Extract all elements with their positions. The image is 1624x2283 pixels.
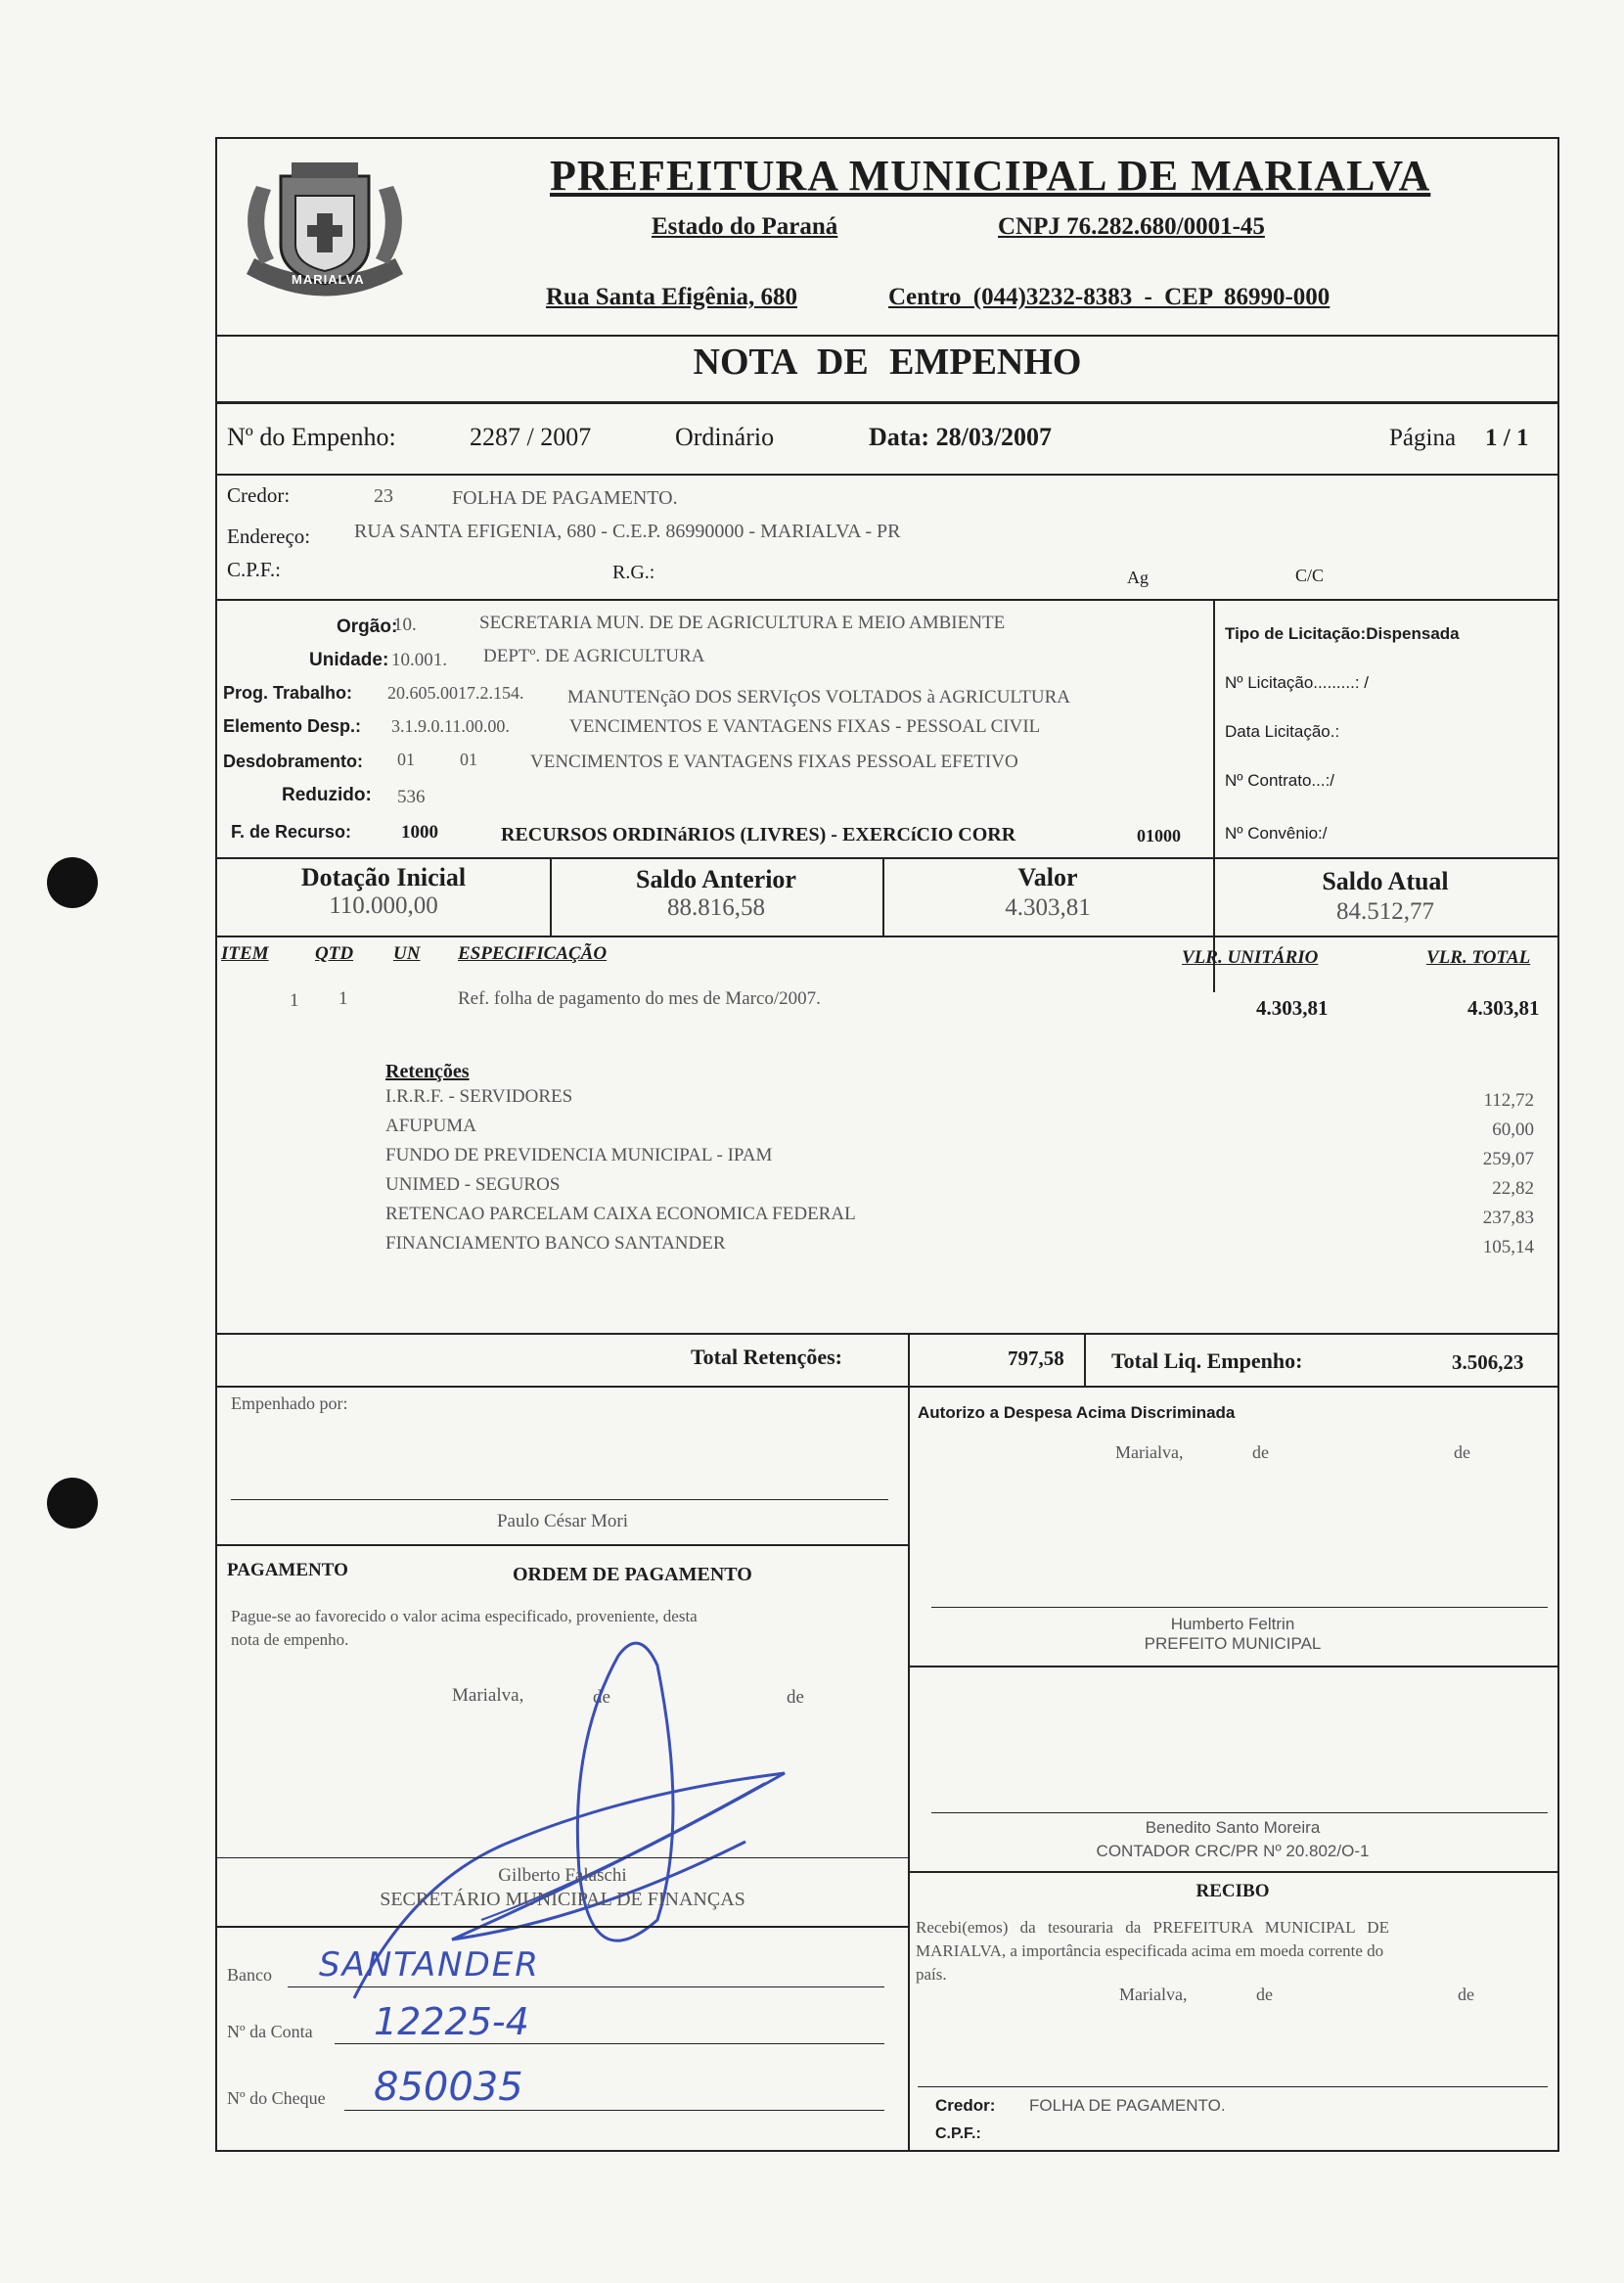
retencoes-title: Retenções: [385, 1061, 470, 1082]
prog-label: Prog. Trabalho:: [223, 683, 353, 703]
recibo-credor-value: FOLHA DE PAGAMENTO.: [1029, 2096, 1226, 2115]
empenhado-name: Paulo César Mori: [496, 1511, 629, 1531]
pagamento-text-2: nota de empenho.: [231, 1630, 349, 1649]
retencao-name: RETENCAO PARCELAM CAIXA ECONOMICA FEDERAL: [385, 1204, 856, 1224]
autorizo-city: Marialva,: [1115, 1442, 1184, 1462]
valor-value: 4.303,81: [1005, 894, 1091, 921]
dotacao-label: Dotação Inicial: [300, 863, 467, 891]
saldo-atual-value: 84.512,77: [1336, 898, 1434, 925]
unidade-code: 10.001.: [391, 650, 447, 670]
credor-name: FOLHA DE PAGAMENTO.: [452, 487, 678, 509]
licitacao-numero: Nº Licitação.........: /: [1225, 673, 1369, 692]
page-label: Página: [1389, 425, 1457, 451]
retencao-value: 112,72: [1483, 1090, 1534, 1111]
elemento-code: 3.1.9.0.11.00.00.: [391, 716, 510, 736]
prog-name: MANUTENçãO DOS SERVIçOS VOLTADOS à AGRICULTURA: [567, 687, 1071, 708]
seal-text: MARIALVA: [292, 272, 365, 287]
total-liquido-label: Total Liq. Empenho:: [1111, 1348, 1303, 1373]
municipality-title: PREFEITURA MUNICIPAL DE MARIALVA: [550, 152, 1431, 200]
autorizo-de-1: de: [1252, 1442, 1269, 1462]
saldo-atual-label: Saldo Atual: [1322, 867, 1449, 895]
saldo-anterior-label: Saldo Anterior: [636, 865, 796, 893]
retencao-name: FUNDO DE PREVIDENCIA MUNICIPAL - IPAM: [385, 1145, 773, 1165]
desdobramento-name: VENCIMENTOS E VANTAGENS FIXAS PESSOAL EFETIVO: [530, 752, 1018, 772]
rg-label: R.G.:: [612, 562, 655, 583]
recibo-title: RECIBO: [1195, 1881, 1270, 1901]
desdobramento-code-1: 01: [397, 750, 415, 769]
cpf-label: C.P.F.:: [227, 558, 281, 581]
desdobramento-code-2: 01: [460, 750, 477, 769]
endereco-label: Endereço:: [227, 525, 311, 548]
retencao-value: 22,82: [1492, 1178, 1534, 1199]
pagamento-de-2: de: [787, 1687, 804, 1708]
orgao-name: SECRETARIA MUN. DE DE AGRICULTURA E MEIO AMBIENTE: [479, 613, 1006, 633]
valor-label: Valor: [1017, 863, 1078, 891]
pagamento-city: Marialva,: [452, 1685, 524, 1706]
licitacao-contrato: Nº Contrato...:/: [1225, 771, 1335, 790]
retencao-name: AFUPUMA: [385, 1116, 476, 1136]
endereco-value: RUA SANTA EFIGENIA, 680 - C.E.P. 86990000 - MARIALVA - PR: [354, 521, 901, 542]
recurso-code-2: 01000: [1137, 826, 1181, 845]
col-especificacao: ESPECIFICAÇÃO: [458, 943, 608, 964]
cheque-value: 850035: [374, 2065, 523, 2110]
cnpj: CNPJ 76.282.680/0001-45: [998, 213, 1265, 240]
recibo-de-1: de: [1256, 1985, 1273, 2004]
coat-of-arms-logo: [227, 157, 423, 303]
contador-title: CONTADOR CRC/PR Nº 20.802/O-1: [1096, 1842, 1370, 1860]
retencao-value: 105,14: [1482, 1237, 1534, 1257]
recibo-text-3: país.: [916, 1965, 947, 1984]
pagamento-de-1: de: [593, 1687, 610, 1708]
elemento-name: VENCIMENTOS E VANTAGENS FIXAS - PESSOAL CIVIL: [569, 716, 1041, 737]
item-number: 1: [290, 990, 299, 1011]
banco-value: SANTANDER: [319, 1945, 540, 1985]
col-vlr-unitario: VLR. UNITÁRIO: [1182, 947, 1319, 968]
credor-label: Credor:: [227, 483, 291, 507]
item-unit-value: 4.303,81: [1256, 996, 1329, 1020]
ag-label: Ag: [1127, 568, 1149, 587]
dotacao-value: 110.000,00: [329, 892, 438, 919]
recibo-city: Marialva,: [1119, 1985, 1188, 2004]
item-qty: 1: [338, 988, 348, 1009]
col-item: ITEM: [221, 943, 269, 964]
unidade-name: DEPTº. DE AGRICULTURA: [483, 646, 705, 666]
punch-hole-top: [47, 857, 98, 908]
licitacao-data: Data Licitação.:: [1225, 722, 1340, 741]
address: Rua Santa Efigênia, 680: [546, 284, 797, 310]
contador-name: Benedito Santo Moreira: [1145, 1818, 1321, 1837]
secretario-name: Gilberto Falaschi: [498, 1865, 627, 1886]
nota-de-empenho-form: [215, 137, 1559, 2152]
retencao-value: 259,07: [1482, 1149, 1534, 1169]
state-label: Estado do Paraná: [652, 213, 838, 240]
punch-hole-bottom: [47, 1478, 98, 1529]
conta-label: Nº da Conta: [227, 2022, 313, 2041]
document-title: NOTA DE EMPENHO: [693, 342, 1082, 383]
autorizo-de-2: de: [1454, 1442, 1470, 1462]
empenho-date: Data: 28/03/2007: [869, 423, 1053, 451]
banco-label: Banco: [227, 1965, 272, 1985]
retencao-value: 60,00: [1492, 1119, 1534, 1140]
autorizo-label: Autorizo a Despesa Acima Discriminada: [918, 1403, 1236, 1422]
col-vlr-total: VLR. TOTAL: [1426, 947, 1531, 968]
unidade-label: Unidade:: [309, 650, 389, 670]
item-total-value: 4.303,81: [1467, 996, 1540, 1020]
page-number: 1 / 1: [1485, 425, 1529, 451]
prog-code: 20.605.0017.2.154.: [387, 683, 524, 703]
prefeito-title: PREFEITO MUNICIPAL: [1144, 1634, 1322, 1653]
licitacao-tipo: Tipo de Licitação:Dispensada: [1225, 624, 1460, 643]
empenhado-label: Empenhado por:: [231, 1393, 348, 1413]
recibo-credor-label: Credor:: [935, 2096, 996, 2115]
licitacao-convenio: Nº Convênio:/: [1225, 824, 1328, 843]
orgao-label: Orgão:: [337, 616, 398, 637]
prefeito-name: Humberto Feltrin: [1170, 1615, 1295, 1633]
recibo-text-1: Recebi(emos) da tesouraria da PREFEITURA MUNICIPAL DE: [916, 1918, 1389, 1937]
credor-code: 23: [374, 485, 393, 507]
ordem-pagamento-label: ORDEM DE PAGAMENTO: [513, 1564, 752, 1585]
col-un: UN: [393, 943, 421, 964]
recurso-code: 1000: [401, 822, 438, 843]
pagamento-text-1: Pague-se ao favorecido o valor acima especificado, proveniente, desta: [231, 1607, 698, 1625]
reduzido-value: 536: [397, 787, 426, 807]
cheque-label: Nº do Cheque: [227, 2088, 326, 2108]
retencao-name: FINANCIAMENTO BANCO SANTANDER: [385, 1233, 726, 1254]
retencao-name: I.R.R.F. - SERVIDORES: [385, 1086, 573, 1107]
recibo-de-2: de: [1458, 1985, 1474, 2004]
reduzido-label: Reduzido:: [282, 785, 372, 805]
contact: Centro (044)3232-8383 - CEP 86990-000: [888, 284, 1331, 310]
recibo-text-2: MARIALVA, a importância especificada acima em moeda corrente do: [916, 1941, 1384, 1960]
saldo-anterior-value: 88.816,58: [667, 894, 765, 921]
recurso-label: F. de Recurso:: [231, 822, 352, 842]
empenho-type: Ordinário: [675, 423, 775, 451]
recurso-name: RECURSOS ORDINáRIOS (LIVRES) - EXERCíCIO CORR: [501, 824, 1016, 845]
cc-label: C/C: [1295, 566, 1325, 585]
col-qtd: QTD: [315, 943, 354, 964]
orgao-code: 10.: [393, 615, 417, 635]
item-description: Ref. folha de pagamento do mes de Marco/2007.: [458, 988, 821, 1009]
total-retencoes-value: 797,58: [1008, 1347, 1064, 1370]
secretario-title: SECRETÁRIO MUNICIPAL DE FINANÇAS: [380, 1889, 745, 1910]
recibo-cpf-label: C.P.F.:: [935, 2125, 981, 2142]
retencao-name: UNIMED - SEGUROS: [385, 1174, 561, 1195]
desdobramento-label: Desdobramento:: [223, 752, 364, 771]
elemento-label: Elemento Desp.:: [223, 716, 362, 736]
empenho-label: Nº do Empenho:: [227, 423, 396, 451]
empenho-number: 2287 / 2007: [470, 423, 592, 451]
total-liquido-value: 3.506,23: [1452, 1350, 1524, 1374]
total-retencoes-label: Total Retenções:: [691, 1345, 842, 1369]
conta-value: 12225-4: [374, 2000, 529, 2043]
pagamento-label: PAGAMENTO: [227, 1560, 348, 1580]
retencao-value: 237,83: [1482, 1208, 1534, 1228]
